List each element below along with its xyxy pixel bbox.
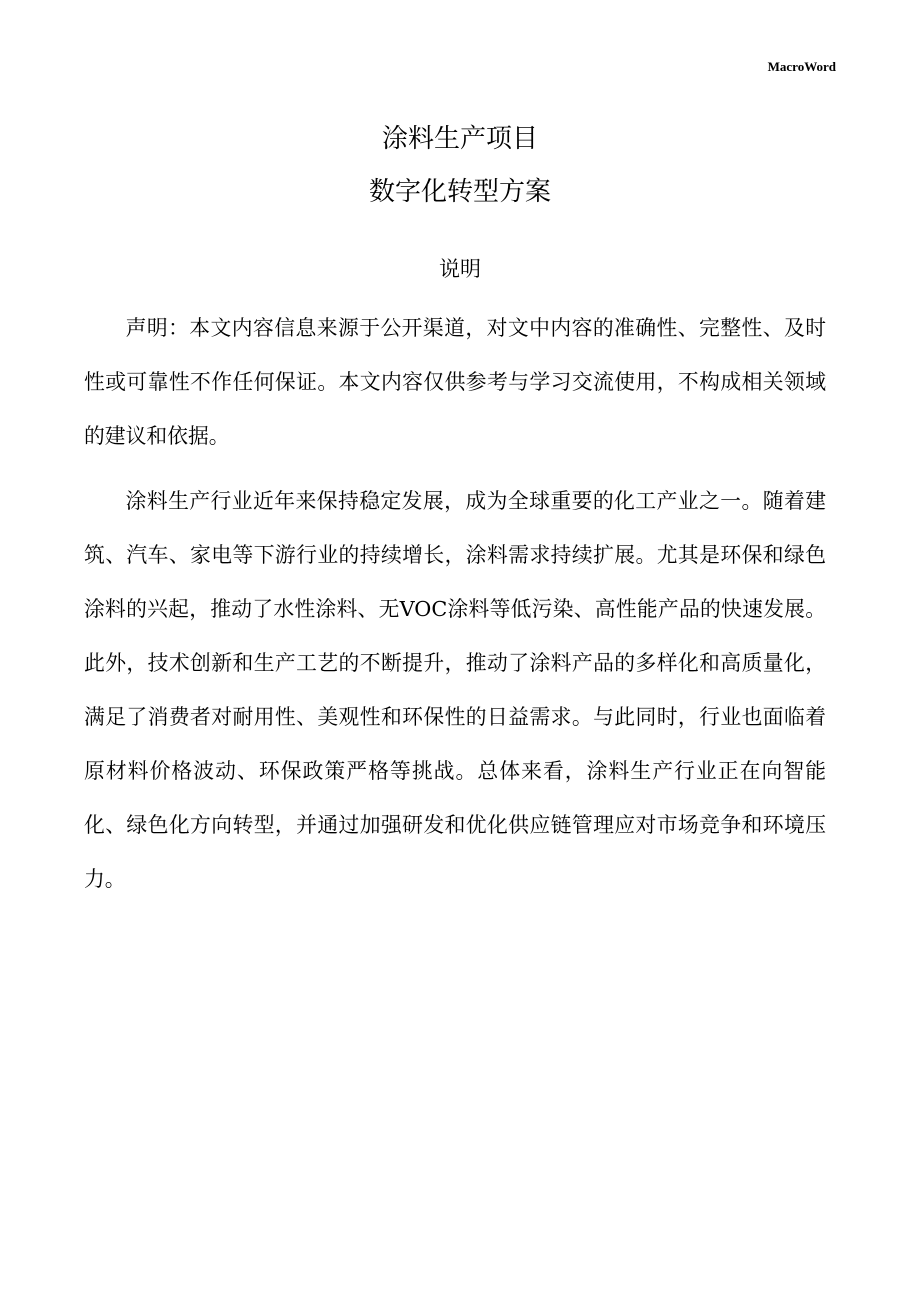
header-brand: MacroWord — [767, 59, 836, 74]
overview-paragraph: 涂料生产行业近年来保持稳定发展，成为全球重要的化工产业之一。随着建筑、汽车、家电等下游行业的持续增长，涂料需求持续扩展。尤其是环保和绿色涂料的兴起，推动了水性涂料、无VOC涂料等低污染、高性能产品的快速发展。此外，技术创新和生产工艺的不断提升，推动了涂料产品的多样化和高质量化，满足了消费者对耐用性、美观性和环保性的日益需求。与此同时，行业也面临着原材料价格波动、环保政策严格等挑战。总体来看，涂料生产行业正在向智能化、绿色化方向转型，并通过加强研发和优化供应链管理应对市场竞争和环境压力。 — [84, 489, 826, 891]
section-heading: 说明 — [439, 257, 481, 281]
document-title-line-2: 数字化转型方案 — [368, 177, 551, 207]
disclaimer-paragraph: 声明：本文内容信息来源于公开渠道，对文中内容的准确性、完整性、及时性或可靠性不作任何保证。本文内容仅供参考与学习交流使用，不构成相关领域的建议和依据。 — [84, 316, 826, 448]
document-title-line-1: 涂料生产项目 — [381, 124, 538, 154]
